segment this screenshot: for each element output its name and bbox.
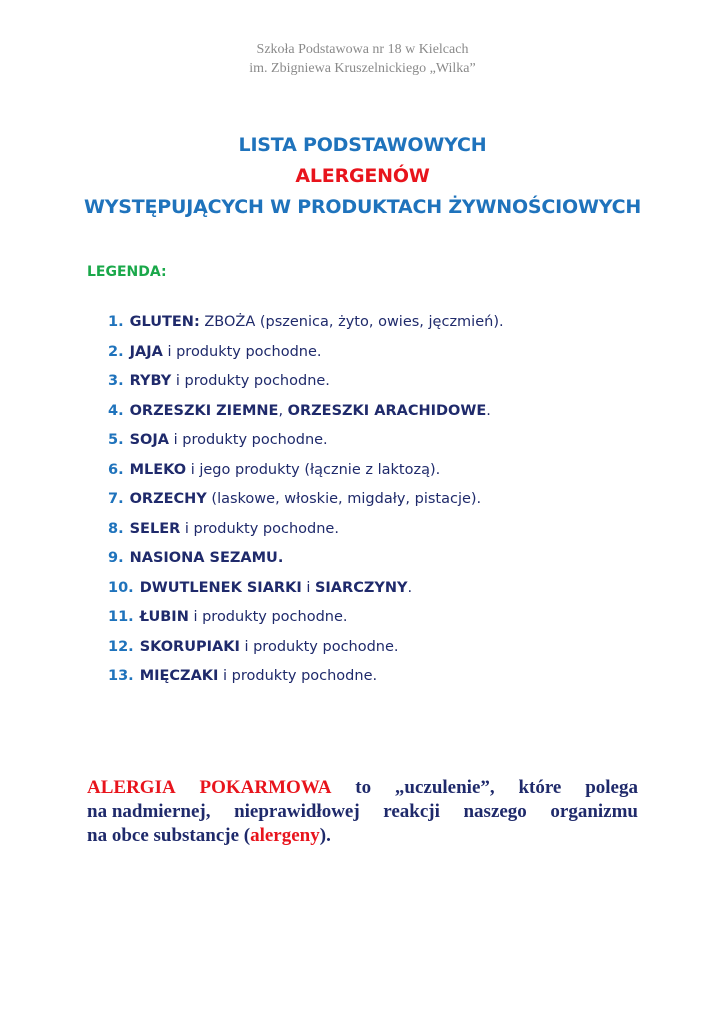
definition-word: to xyxy=(355,777,372,798)
item-number: 11. xyxy=(108,609,134,625)
item-number: 9. xyxy=(108,550,124,566)
list-item xyxy=(108,662,504,692)
allergen-description: i produkty pochodne. xyxy=(171,373,330,389)
allergen-description: ZBOŻA (pszenica, żyto, owies, jęczmień). xyxy=(199,314,504,330)
item-number: 12. xyxy=(108,638,134,655)
allergen-separator: , xyxy=(278,402,288,419)
list-item xyxy=(108,338,504,368)
title-line-1: LISTA PODSTAWOWYCH xyxy=(238,134,487,156)
definition-word: polega xyxy=(585,777,638,798)
definition-word: naszego xyxy=(463,801,527,822)
item-number: 8. xyxy=(108,520,124,537)
definition-word: reakcji xyxy=(383,801,440,822)
definition-word: które xyxy=(518,777,562,798)
definition-word: nieprawidłowej xyxy=(234,801,360,822)
item-number: 6. xyxy=(108,461,124,478)
item-number: 3. xyxy=(108,373,124,389)
allergen-separator: i xyxy=(301,579,315,596)
school-patron: im. Zbigniewa Kruszelnickiego „Wilka” xyxy=(249,61,476,76)
allergen-description: . xyxy=(407,579,413,596)
allergen-name: GLUTEN: xyxy=(129,314,200,330)
allergy-definition xyxy=(87,776,638,848)
allergen-description: i produkty pochodne. xyxy=(188,609,348,625)
allergen-name: SOJA xyxy=(129,432,169,448)
allergen-name: MLEKO xyxy=(129,461,187,478)
item-number: 4. xyxy=(108,402,124,419)
allergen-name: DWUTLENEK SIARKI xyxy=(139,579,302,596)
list-item xyxy=(108,485,504,515)
definition-word: „uczulenie”, xyxy=(394,777,495,798)
definition-word: POKARMOWA xyxy=(199,777,332,798)
allergen-name: ORZECHY xyxy=(129,491,207,507)
list-item xyxy=(108,308,504,338)
definition-text: na obce substancje ( xyxy=(87,825,251,846)
allergen-list xyxy=(108,308,504,692)
list-item xyxy=(108,397,504,427)
list-item xyxy=(108,574,504,604)
item-number: 2. xyxy=(108,343,124,360)
list-item xyxy=(108,603,504,633)
title-line-2: ALERGENÓW xyxy=(295,165,430,187)
page-title xyxy=(0,130,725,223)
allergen-name: SELER xyxy=(129,520,181,537)
item-number: 1. xyxy=(108,314,124,330)
allergen-description: i produkty pochodne. xyxy=(180,520,339,537)
item-number: 10. xyxy=(108,579,134,596)
item-number: 5. xyxy=(108,432,124,448)
title-line-3: WYSTĘPUJĄCYCH W PRODUKTACH ŻYWNOŚCIOWYCH xyxy=(83,196,642,218)
allergen-name: RYBY xyxy=(129,373,172,389)
allergen-description: i produkty pochodne. xyxy=(169,432,328,448)
item-number: 13. xyxy=(108,668,134,684)
legend-label: LEGENDA: xyxy=(87,264,167,280)
allergen-name-secondary: SIARCZYNY xyxy=(314,579,408,596)
allergen-description: . xyxy=(486,402,491,419)
allergen-description: i produkty pochodne. xyxy=(162,343,322,360)
allergen-name-secondary: ORZESZKI ARACHIDOWE xyxy=(287,402,487,419)
allergen-description: i produkty pochodne. xyxy=(218,668,378,684)
item-number: 7. xyxy=(108,491,124,507)
school-name: Szkoła Podstawowa nr 18 w Kielcach xyxy=(256,42,469,57)
list-item xyxy=(108,426,504,456)
allergen-name: JAJA xyxy=(129,343,163,360)
definition-text: ). xyxy=(319,825,331,846)
list-item xyxy=(108,633,504,663)
allergen-description: i produkty pochodne. xyxy=(239,638,399,655)
definition-word: organizmu xyxy=(550,801,638,822)
allergen-description: (laskowe, włoskie, migdały, pistacje). xyxy=(206,491,482,507)
list-item xyxy=(108,544,504,574)
school-header xyxy=(0,40,725,78)
definition-line-2 xyxy=(87,800,638,824)
allergen-name: SKORUPIAKI xyxy=(139,638,240,655)
allergen-name: ORZESZKI ZIEMNE xyxy=(129,402,279,419)
allergen-description: i jego produkty (łącznie z laktozą). xyxy=(186,461,441,478)
definition-line-1 xyxy=(87,776,638,800)
definition-line-3 xyxy=(87,824,638,848)
allergen-name: MIĘCZAKI xyxy=(139,668,219,684)
list-item xyxy=(108,367,504,397)
list-item xyxy=(108,456,504,486)
definition-highlight: alergeny xyxy=(250,825,320,846)
allergen-name: NASIONA SEZAMU. xyxy=(129,550,284,566)
allergen-name: ŁUBIN xyxy=(139,609,189,625)
definition-word: ALERGIA xyxy=(87,777,176,798)
definition-word: na nadmiernej, xyxy=(87,801,211,822)
list-item xyxy=(108,515,504,545)
